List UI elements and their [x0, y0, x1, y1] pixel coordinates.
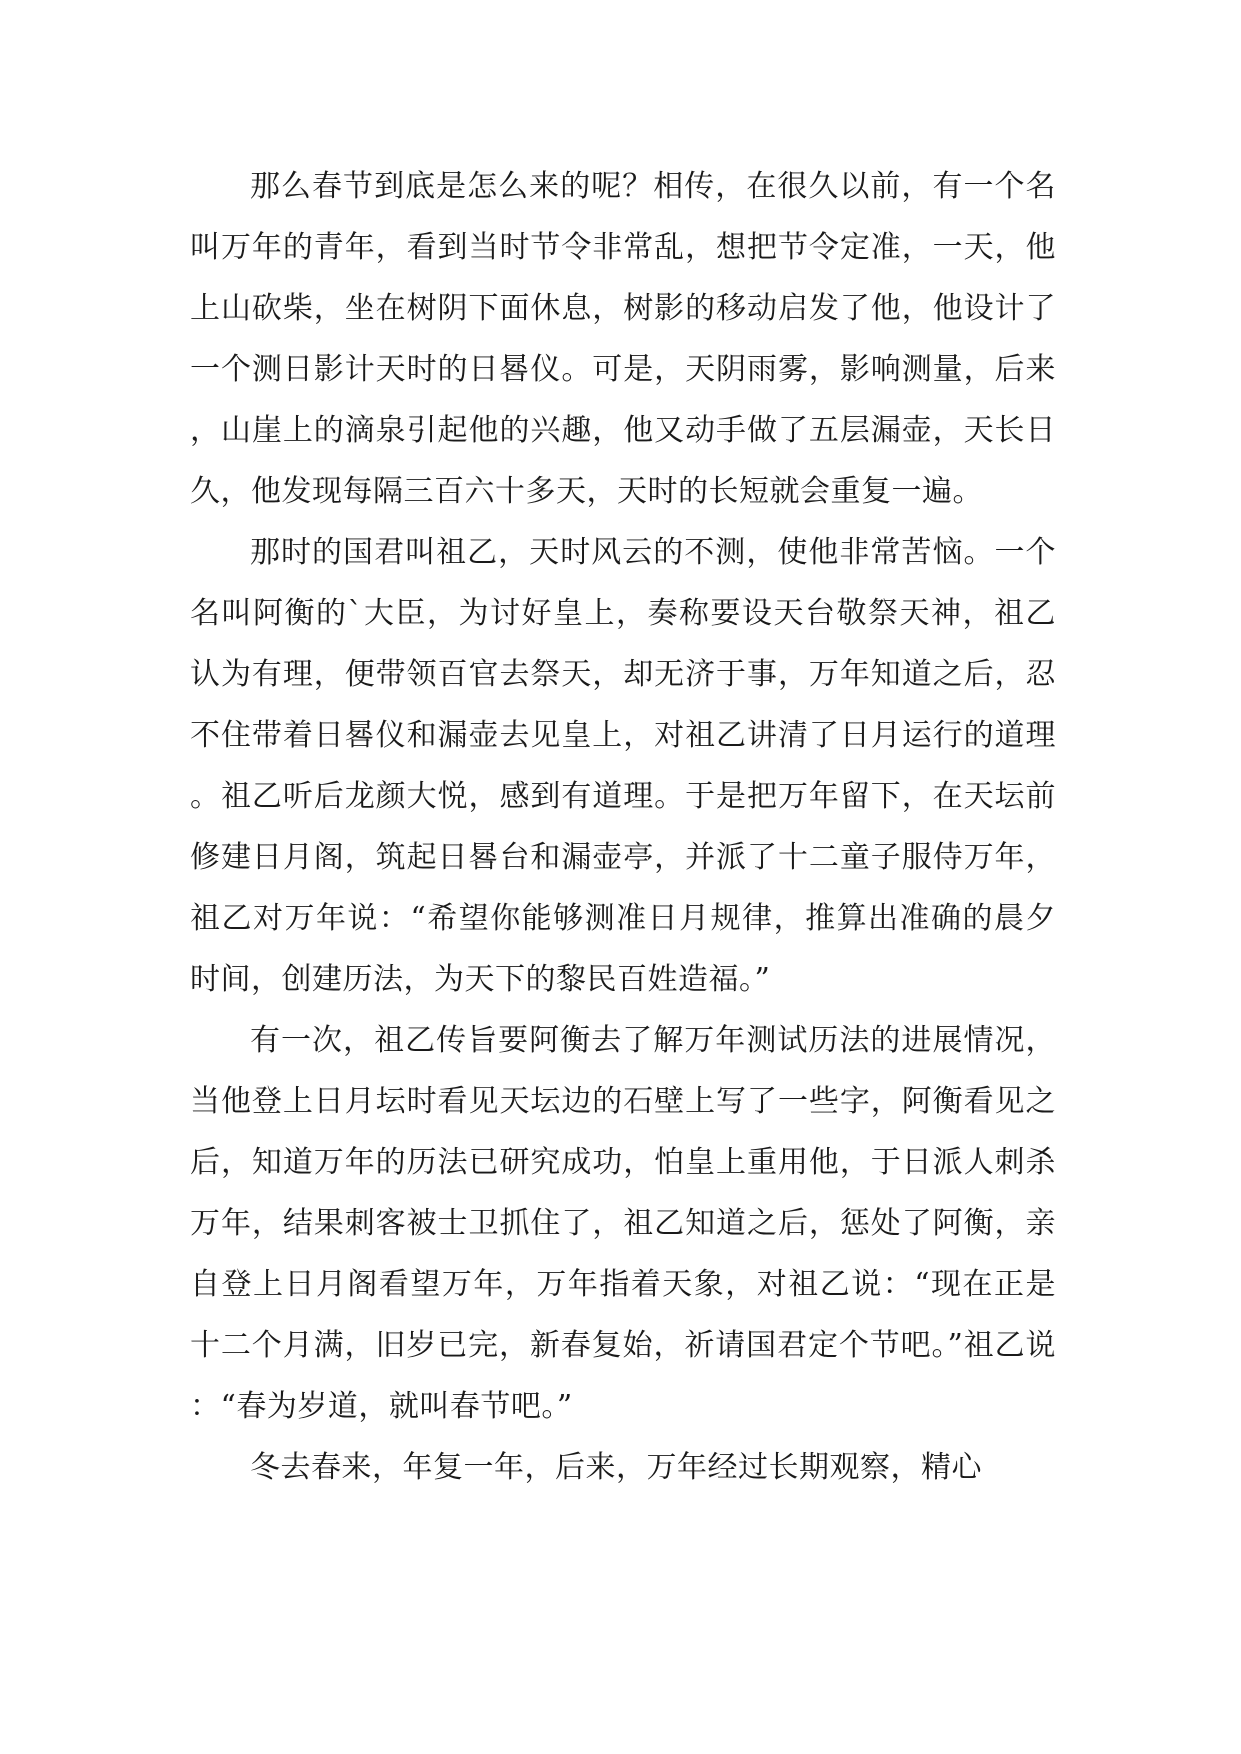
paragraph-2: 那时的国君叫祖乙，天时风云的不测，使他非常苦恼。一个名叫阿衡的`大臣，为讨好皇上，奏称要设天台敬祭天神，祖乙认为有理，便带领百官去祭天，却无济于事，万年知道之后，忍不住带着日晷仪和漏壶去见皇上，对祖乙讲清了日月运行的道理。祖乙听后龙颜大悦，感到有道理。于是把万年留下，在天坛前修建日月阁，筑起日晷台和漏壶亭，并派了十二童子服侍万年，祖乙对万年说：“希望你能够测准日月规律，推算出准确的晨夕时间，创建历法，为天下的黎民百姓造福。” — [190, 535, 1056, 997]
paragraph-4: 冬去春来，年复一年，后来，万年经过长期观察，精心 — [250, 1450, 982, 1485]
document-body — [190, 156, 1056, 1498]
paragraph-1: 那么春节到底是怎么来的呢？相传，在很久以前，有一个名叫万年的青年，看到当时节令非常乱，想把节令定准，一天，他上山砍柴，坐在树阴下面休息，树影的移动启发了他，他设计了一个测日影计天时的日晷仪。可是，天阴雨雾，影响测量，后来，山崖上的滴泉引起他的兴趣，他又动手做了五层漏壶，天长日久，他发现每隔三百六十多天，天时的长短就会重复一遍。 — [190, 169, 1056, 509]
paragraph-3: 有一次，祖乙传旨要阿衡去了解万年测试历法的进展情况，当他登上日月坛时看见天坛边的石壁上写了一些字，阿衡看见之后，知道万年的历法已研究成功，怕皇上重用他，于日派人刺杀万年，结果刺客被士卫抓住了，祖乙知道之后，惩处了阿衡，亲自登上日月阁看望万年，万年指着天象，对祖乙说：“现在正是十二个月满，旧岁已完，新春复始，祈请国君定个节吧。”祖乙说：“春为岁道，就叫春节吧。” — [190, 1023, 1056, 1424]
